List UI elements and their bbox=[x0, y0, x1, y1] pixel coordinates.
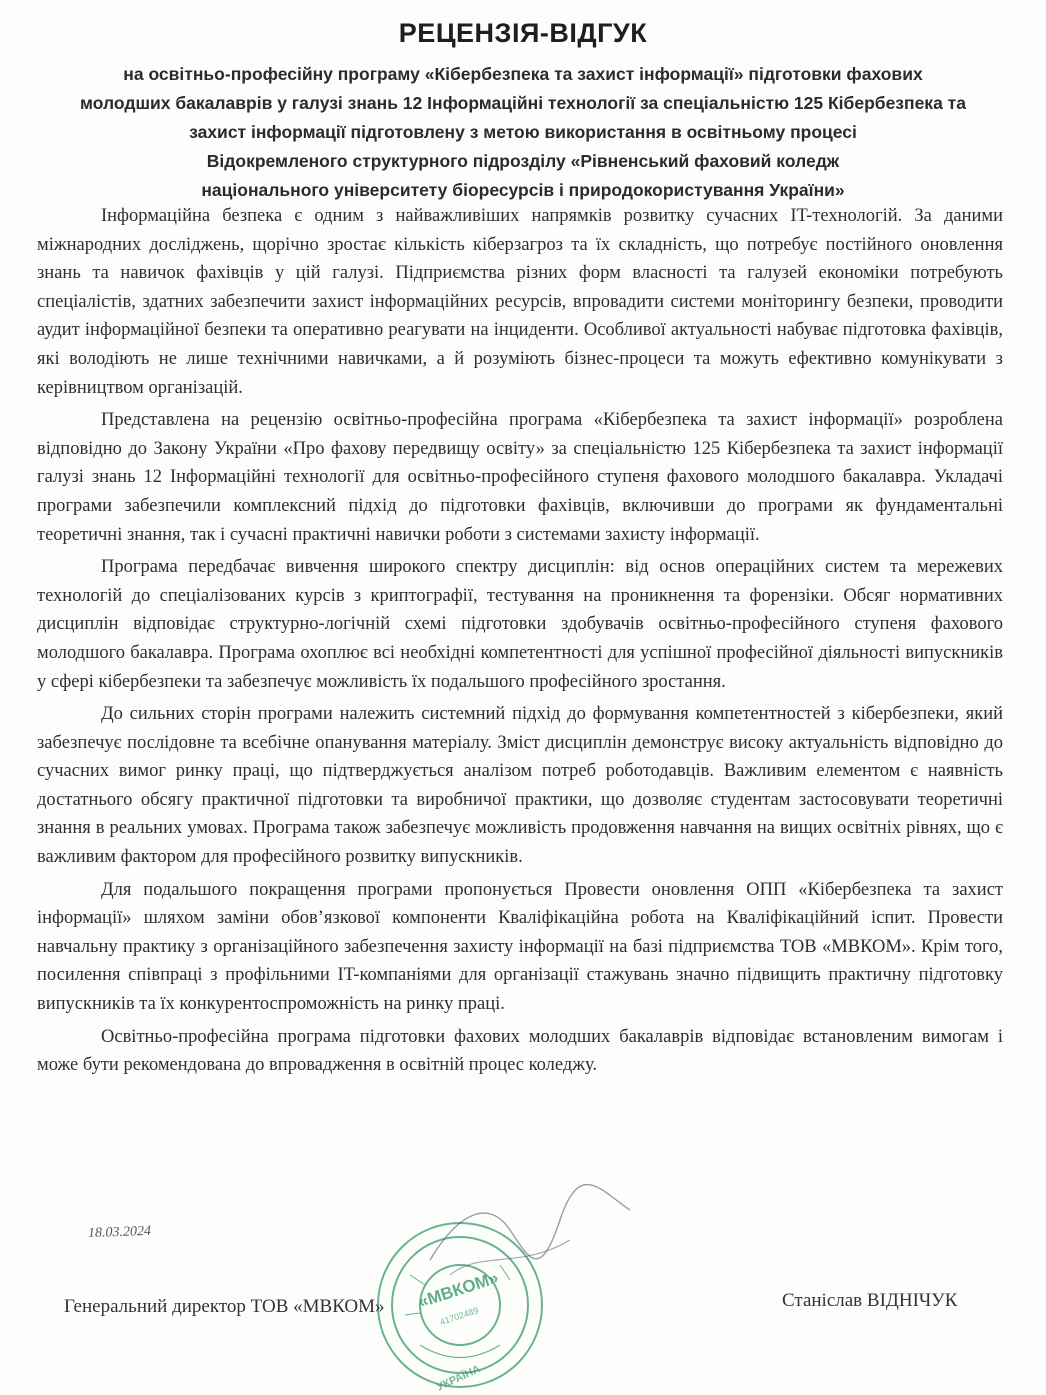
paragraph-program-overview: Представлена на рецензію освітньо-професійна програма «Кібербезпека та захист інформації» розроблена відповідно до Закону України «Про фахову передвищу освіту» за спеціальністю 125 Кібербезпека та захист інформації галузі знань 12 Інформаційні технології для освітньо-професійного ступеня фахового молодшого бакалавра. Укладачі програми забезпечили комплексний підхід до підготовки фахівців, включивши до програми як фундаментальні теоретичні знання, так і сучасні практичні навички роботи з системами захисту інформації. bbox=[37, 410, 1003, 545]
stamp-country-text: УКРАЇНА bbox=[434, 1362, 483, 1394]
subtitle-line: на освітньо-професійну програму «Кібербезпека та захист інформації» підготовки фахових bbox=[123, 64, 923, 84]
subtitle-line: молодших бакалаврів у галузі знань 12 Інформаційні технології за спеціальністю 125 Кібербезпека та bbox=[80, 93, 966, 113]
stamp-code-text: 41702489 bbox=[438, 1305, 480, 1328]
review-body bbox=[37, 202, 1003, 1084]
stamp-center-text: «МВКОМ» bbox=[415, 1267, 501, 1312]
subtitle-line: захист інформації підготовлену з метою використання в освітньому процесі bbox=[189, 122, 857, 142]
handwritten-date: 18.03.2024 bbox=[87, 1223, 152, 1242]
paragraph-relevance: Інформаційна безпека є одним з найважливіших напрямків розвитку сучасних IT-технологій. За даними міжнародних досліджень, щорічно зростає кількість кіберзагроз та їх складність, що потребує постійного оновлення знань та навичок фахівців у цій галузі. Підприємства різних форм власності та галузей економіки потребують спеціалістів, здатних забезпечити захист інформаційних ресурсів, впровадити системи моніторингу безпеки, проводити аудит інформаційної безпеки та оперативно реагувати на інциденти. Особливої актуальності набуває підготовка фахівців, які володіють не лише технічними навичками, а й розуміють бізнес-процеси та можуть ефективно комунікувати з керівництвом організацій. bbox=[37, 206, 1003, 398]
handwritten-signature bbox=[420, 1180, 640, 1300]
document-subtitle bbox=[40, 60, 1006, 205]
signer-name: Станіслав ВІДНІЧУК bbox=[782, 1290, 958, 1311]
paragraph-conclusion: Освітньо-професійна програма підготовки фахових молодших бакалаврів відповідає встановленим вимогам і може бути рекомендована до впровадження в освітній процес коледжу. bbox=[37, 1026, 1003, 1076]
subtitle-line: Відокремленого структурного підрозділу «Рівненський фаховий коледж bbox=[206, 151, 840, 171]
paragraph-recommendations: Для подальшого покращення програми пропонується Провести оновлення ОПП «Кібербезпека та захист інформації» шляхом заміни обов’язкової компоненти Кваліфікаційна робота на Кваліфікаційний іспит. Провести навчальну практику з організаційного забезпечення захисту інформації на базі підприємства ТОВ «МВКОМ». Крім того, посилення співпраці з профільними IT-компаніями для організації стажувань значно підвищить практичну підготовку випускників та їх конкурентоспроможність на ринку праці. bbox=[37, 879, 1003, 1015]
paragraph-strengths: До сильних сторін програми належить системний підхід до формування компетентностей з кібербезпеки, який забезпечує послідовне та всебічне опанування матеріалу. Зміст дисциплін демонструє високу актуальність відповідно до сучасних вимог ринку праці, що підтверджується аналізом потреб роботодавців. Важливим елементом є наявність достатнього обсягу практичної підготовки та виробничої практики, що дозволяє студентам застосовувати теоретичні знання в реальних умовах. Програма також забезпечує можливість продовження навчання на вищих освітніх рівнях, що є важливим фактором для професійного розвитку випускників. bbox=[37, 704, 1003, 868]
signer-position: Генеральний директор ТОВ «МВКОМ» bbox=[64, 1296, 385, 1317]
subtitle-line: національного університету біоресурсів і природокористування України» bbox=[201, 180, 845, 200]
document-title: РЕЦЕНЗІЯ-ВІДГУК bbox=[398, 18, 648, 48]
paragraph-disciplines: Програма передбачає вивчення широкого спектру дисциплін: від основ операційних систем та мережевих технологій до спеціалізованих курсів з криптографії, тестування на проникнення та форензіки. Обсяг нормативних дисциплін відповідає структурно-логічній схемі підготовки здобувачів освітньо-професійного ступеня фахового молодшого бакалавра. Програма охоплює всі необхідні компетентності для успішної професійної діяльності випускників у сфері кібербезпеки та забезпечує можливість їх подальшого професійного зростання. bbox=[37, 557, 1003, 692]
